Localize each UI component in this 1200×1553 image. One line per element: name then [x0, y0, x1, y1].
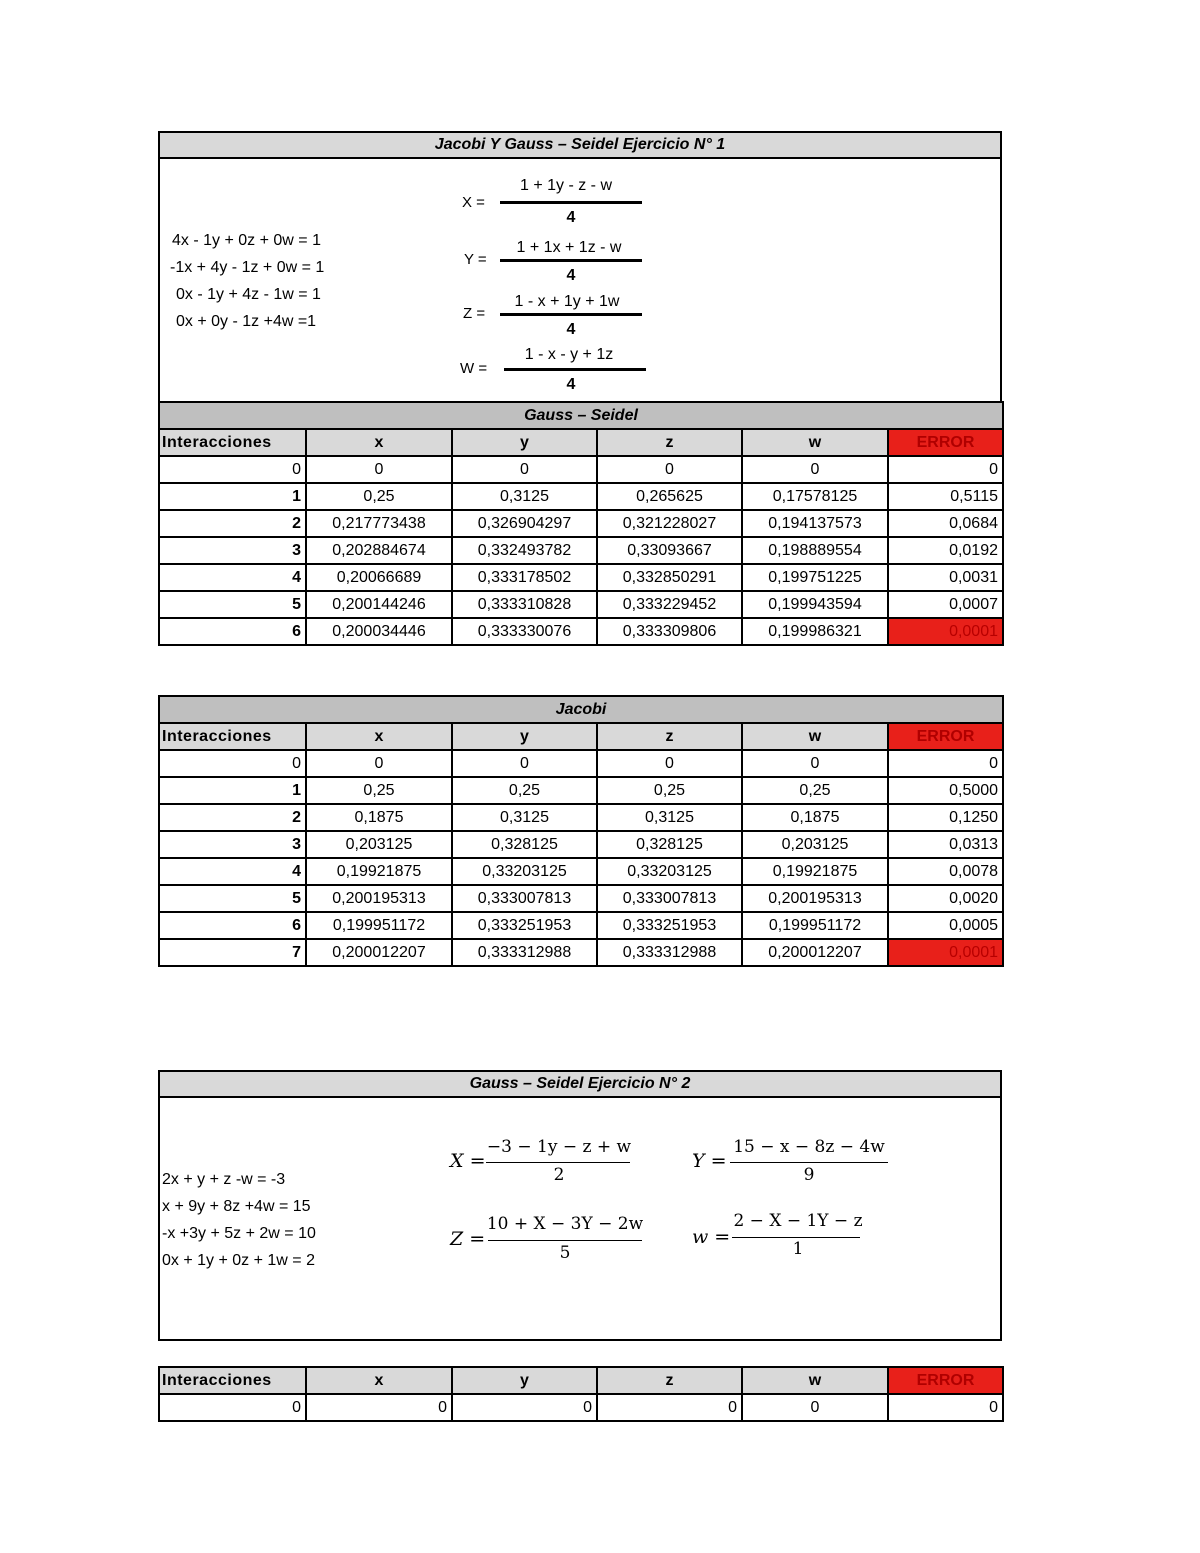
cell-y: 0,326904297	[452, 510, 597, 537]
cell-iteration: 1	[159, 777, 306, 804]
col-header-error: ERROR	[888, 429, 1003, 456]
cell-z: 0,333007813	[597, 885, 742, 912]
ex2-equation-3: -x +3y + 5z + 2w = 10	[162, 1225, 316, 1242]
formula-z-label: Z =	[463, 305, 486, 322]
table-row	[159, 885, 1003, 912]
cell-y: 0,3125	[452, 483, 597, 510]
formula-y-label: Y =	[464, 251, 487, 268]
table-row	[159, 831, 1003, 858]
col-header-interacciones: Interacciones	[159, 429, 306, 456]
col-header-x: x	[306, 429, 452, 456]
cell-w: 0,199751225	[742, 564, 888, 591]
ex2-formula-w-bar	[732, 1237, 860, 1238]
cell-x: 0	[306, 1394, 452, 1421]
ex2-formula-y-numerator: 15 − x − 8z − 4w	[733, 1137, 885, 1157]
table-row	[159, 456, 1003, 483]
cell-w: 0,200012207	[742, 939, 888, 966]
cell-iteration: 6	[159, 912, 306, 939]
cell-z: 0,321228027	[597, 510, 742, 537]
cell-iteration: 6	[159, 618, 306, 645]
cell-z: 0,333309806	[597, 618, 742, 645]
cell-x: 0,217773438	[306, 510, 452, 537]
cell-w: 0,199951172	[742, 912, 888, 939]
cell-y: 0,3125	[452, 804, 597, 831]
ex2-formula-w-label: w =	[692, 1226, 731, 1248]
cell-z: 0	[597, 1394, 742, 1421]
cell-z: 0,33203125	[597, 858, 742, 885]
col-header-w: w	[742, 1367, 888, 1394]
ex2-formula-z-denominator: 5	[559, 1243, 571, 1263]
formula-w-bar	[504, 368, 646, 371]
table-row	[159, 483, 1003, 510]
cell-w: 0,199986321	[742, 618, 888, 645]
ex2-equation-1: 2x + y + z -w = -3	[162, 1171, 286, 1188]
table-row	[159, 804, 1003, 831]
cell-error: 0,1250	[888, 804, 1003, 831]
cell-x: 0,199951172	[306, 912, 452, 939]
ex2-formula-w-denominator: 1	[792, 1239, 804, 1259]
cell-x: 0,203125	[306, 831, 452, 858]
jacobi-title: Jacobi	[159, 696, 1003, 723]
formula-w-numerator: 1 - x - y + 1z	[524, 346, 614, 363]
col-header-y: y	[452, 723, 597, 750]
cell-error: 0,5000	[888, 777, 1003, 804]
formula-z-bar	[500, 313, 642, 316]
ex1-equation-1: 4x - 1y + 0z + 0w = 1	[172, 232, 321, 249]
jacobi-header-row	[159, 723, 1003, 750]
formula-w-label: W =	[460, 360, 488, 377]
cell-iteration: 7	[159, 939, 306, 966]
cell-x: 0,202884674	[306, 537, 452, 564]
cell-error: 0,0684	[888, 510, 1003, 537]
ex2-formula-x-label: X =	[450, 1150, 486, 1172]
ex2-header-row	[159, 1367, 1003, 1394]
cell-error: 0,0313	[888, 831, 1003, 858]
cell-w: 0,17578125	[742, 483, 888, 510]
cell-y: 0,333251953	[452, 912, 597, 939]
cell-error: 0	[888, 1394, 1003, 1421]
table-row	[159, 510, 1003, 537]
cell-x: 0,25	[306, 777, 452, 804]
formula-y-bar	[500, 259, 642, 262]
cell-y: 0	[452, 1394, 597, 1421]
cell-x: 0,200144246	[306, 591, 452, 618]
ex2-formula-y-label: Y =	[692, 1150, 727, 1172]
table-row	[159, 939, 1003, 966]
cell-w: 0,194137573	[742, 510, 888, 537]
cell-error: 0,0192	[888, 537, 1003, 564]
formula-z-denominator: 4	[566, 321, 576, 338]
cell-y: 0,333007813	[452, 885, 597, 912]
cell-x: 0,200034446	[306, 618, 452, 645]
gauss-seidel-header-row	[159, 429, 1003, 456]
cell-iteration: 0	[159, 456, 306, 483]
cell-y: 0,25	[452, 777, 597, 804]
cell-z: 0	[597, 456, 742, 483]
cell-x: 0,200012207	[306, 939, 452, 966]
cell-y: 0,333312988	[452, 939, 597, 966]
cell-w: 0,198889554	[742, 537, 888, 564]
cell-z: 0,265625	[597, 483, 742, 510]
cell-y: 0,333330076	[452, 618, 597, 645]
gauss-seidel-title: Gauss – Seidel	[159, 402, 1003, 429]
cell-w: 0,199943594	[742, 591, 888, 618]
cell-y: 0,333310828	[452, 591, 597, 618]
cell-iteration: 5	[159, 591, 306, 618]
cell-iteration: 4	[159, 564, 306, 591]
formula-z-numerator: 1 - x + 1y + 1w	[514, 293, 620, 310]
table-row	[159, 618, 1003, 645]
formula-x-denominator: 4	[566, 209, 576, 226]
ex1-equation-3: 0x - 1y + 4z - 1w = 1	[176, 286, 321, 303]
cell-iteration: 3	[159, 537, 306, 564]
cell-z: 0,333229452	[597, 591, 742, 618]
cell-error: 0,0078	[888, 858, 1003, 885]
col-header-z: z	[597, 1367, 742, 1394]
jacobi-table	[158, 695, 1004, 967]
cell-x: 0,1875	[306, 804, 452, 831]
cell-w: 0,25	[742, 777, 888, 804]
cell-z: 0,25	[597, 777, 742, 804]
col-header-error: ERROR	[888, 1367, 1003, 1394]
cell-error: 0,0031	[888, 564, 1003, 591]
cell-y: 0,328125	[452, 831, 597, 858]
cell-x: 0,20066689	[306, 564, 452, 591]
ex2-formula-z-label: Z =	[450, 1228, 486, 1250]
cell-error: 0	[888, 750, 1003, 777]
cell-w: 0	[742, 750, 888, 777]
col-header-z: z	[597, 723, 742, 750]
cell-x: 0	[306, 456, 452, 483]
ex2-formula-x-bar	[486, 1162, 630, 1163]
ex2-formula-y-denominator: 9	[803, 1165, 815, 1185]
col-header-w: w	[742, 723, 888, 750]
cell-error: 0,0020	[888, 885, 1003, 912]
cell-y: 0,332493782	[452, 537, 597, 564]
table-row	[159, 777, 1003, 804]
table-row	[159, 1394, 1003, 1421]
col-header-y: y	[452, 429, 597, 456]
cell-z: 0,333251953	[597, 912, 742, 939]
cell-iteration: 0	[159, 750, 306, 777]
cell-w: 0,203125	[742, 831, 888, 858]
ex2-formula-w-numerator: 2 − X − 1Y − z	[733, 1211, 863, 1231]
ex2-equation-2: x + 9y + 8z +4w = 15	[162, 1198, 311, 1215]
table-row	[159, 858, 1003, 885]
ex2-title: Gauss – Seidel Ejercicio N° 2	[160, 1072, 1000, 1098]
cell-error: 0,0001	[888, 618, 1003, 645]
formula-x-label: X =	[462, 194, 485, 211]
table-row	[159, 564, 1003, 591]
cell-x: 0,200195313	[306, 885, 452, 912]
cell-z: 0,332850291	[597, 564, 742, 591]
table-row	[159, 537, 1003, 564]
cell-y: 0	[452, 750, 597, 777]
cell-z: 0	[597, 750, 742, 777]
cell-y: 0,33203125	[452, 858, 597, 885]
cell-z: 0,333312988	[597, 939, 742, 966]
cell-z: 0,328125	[597, 831, 742, 858]
cell-error: 0,5115	[888, 483, 1003, 510]
table-row	[159, 912, 1003, 939]
cell-iteration: 1	[159, 483, 306, 510]
cell-y: 0,333178502	[452, 564, 597, 591]
cell-iteration: 2	[159, 804, 306, 831]
ex1-equation-2: -1x + 4y - 1z + 0w = 1	[170, 259, 325, 276]
col-header-y: y	[452, 1367, 597, 1394]
col-header-interacciones: Interacciones	[159, 723, 306, 750]
ex2-formula-x-denominator: 2	[553, 1165, 565, 1185]
cell-error: 0	[888, 456, 1003, 483]
ex1-title: Jacobi Y Gauss – Seidel Ejercicio N° 1	[160, 133, 1000, 159]
ex2-formula-z-numerator: 10 + X − 3Y − 2w	[486, 1214, 644, 1234]
cell-x: 0,25	[306, 483, 452, 510]
ex2-formula-x-numerator: −3 − 1y − z + w	[486, 1137, 632, 1157]
col-header-z: z	[597, 429, 742, 456]
cell-error: 0,0001	[888, 939, 1003, 966]
col-header-interacciones: Interacciones	[159, 1367, 306, 1394]
col-header-w: w	[742, 429, 888, 456]
cell-w: 0	[742, 456, 888, 483]
cell-iteration: 2	[159, 510, 306, 537]
cell-x: 0,19921875	[306, 858, 452, 885]
cell-iteration: 3	[159, 831, 306, 858]
formula-x-bar	[500, 201, 642, 204]
ex1-equation-4: 0x + 0y - 1z +4w =1	[176, 313, 317, 330]
col-header-x: x	[306, 1367, 452, 1394]
formula-y-denominator: 4	[566, 267, 576, 284]
table-row	[159, 750, 1003, 777]
table-row	[159, 591, 1003, 618]
cell-error: 0,0007	[888, 591, 1003, 618]
formula-y-numerator: 1 + 1x + 1z - w	[516, 239, 622, 256]
cell-w: 0,1875	[742, 804, 888, 831]
cell-z: 0,3125	[597, 804, 742, 831]
cell-x: 0	[306, 750, 452, 777]
col-header-x: x	[306, 723, 452, 750]
ex2-equation-4: 0x + 1y + 0z + 1w = 2	[162, 1252, 315, 1269]
formula-x-numerator: 1 + 1y - z - w	[519, 177, 613, 194]
cell-w: 0	[742, 1394, 888, 1421]
gauss-seidel-table	[158, 401, 1004, 646]
cell-z: 0,33093667	[597, 537, 742, 564]
cell-iteration: 0	[159, 1394, 306, 1421]
ex2-formula-z-bar	[488, 1240, 642, 1241]
cell-iteration: 4	[159, 858, 306, 885]
formula-w-denominator: 4	[566, 376, 576, 393]
cell-w: 0,200195313	[742, 885, 888, 912]
ex2-table	[158, 1366, 1004, 1422]
cell-error: 0,0005	[888, 912, 1003, 939]
col-header-error: ERROR	[888, 723, 1003, 750]
cell-w: 0,19921875	[742, 858, 888, 885]
ex2-formula-y-bar	[730, 1162, 888, 1163]
cell-y: 0	[452, 456, 597, 483]
cell-iteration: 5	[159, 885, 306, 912]
